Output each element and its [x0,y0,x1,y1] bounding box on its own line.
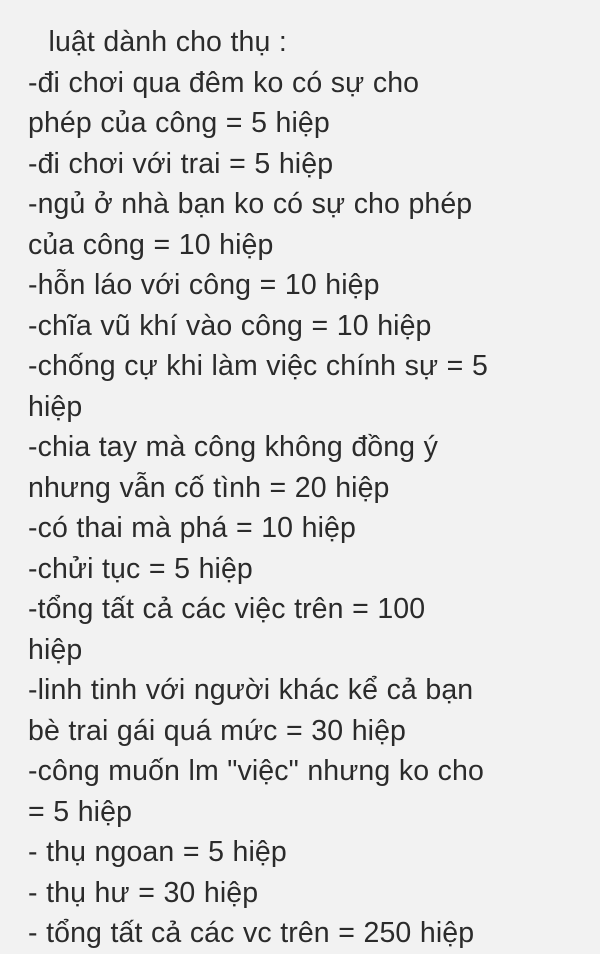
text-line-17: bè trai gái quá mức = 30 hiệp [28,714,406,747]
text-line-4: -ngủ ở nhà bạn ko có sự cho phép [28,188,473,220]
text-line-14: -tổng tất cả các việc trên = 100 [28,593,426,625]
text-line-title: luật dành cho thụ : [40,26,287,58]
text-line-15: hiệp [28,633,83,666]
text-line-11: nhưng vẫn cố tình = 20 hiệp [28,471,390,504]
text-line-9: hiệp [28,390,83,423]
text-line-21: - thụ hư = 30 hiệp [28,876,259,909]
text-line-1: -đi chơi qua đêm ko có sự cho [28,66,420,99]
rules-text-block [28,22,572,954]
text-line-22: - tổng tất cả các vc trên = 250 hiệp [28,917,475,949]
text-line-13: -chửi tục = 5 hiệp [28,552,253,585]
text-line-7: -chĩa vũ khí vào công = 10 hiệp [28,309,432,342]
text-line-2: phép của công = 5 hiệp [28,107,330,139]
text-line-3: -đi chơi với trai = 5 hiệp [28,147,334,180]
text-line-8: -chống cự khi làm việc chính sự = 5 [28,350,488,382]
text-line-5: của công = 10 hiệp [28,228,274,261]
text-line-12: -có thai mà phá = 10 hiệp [28,512,356,544]
text-line-19: = 5 hiệp [28,795,133,828]
text-line-18: -công muốn lm "việc" nhưng ko cho [28,755,484,787]
text-line-6: -hỗn láo với công = 10 hiệp [28,269,380,301]
text-line-16: -linh tinh với người khác kể cả bạn [28,674,474,706]
text-line-10: -chia tay mà công không đồng ý [28,431,438,463]
text-line-20: - thụ ngoan = 5 hiệp [28,836,287,868]
